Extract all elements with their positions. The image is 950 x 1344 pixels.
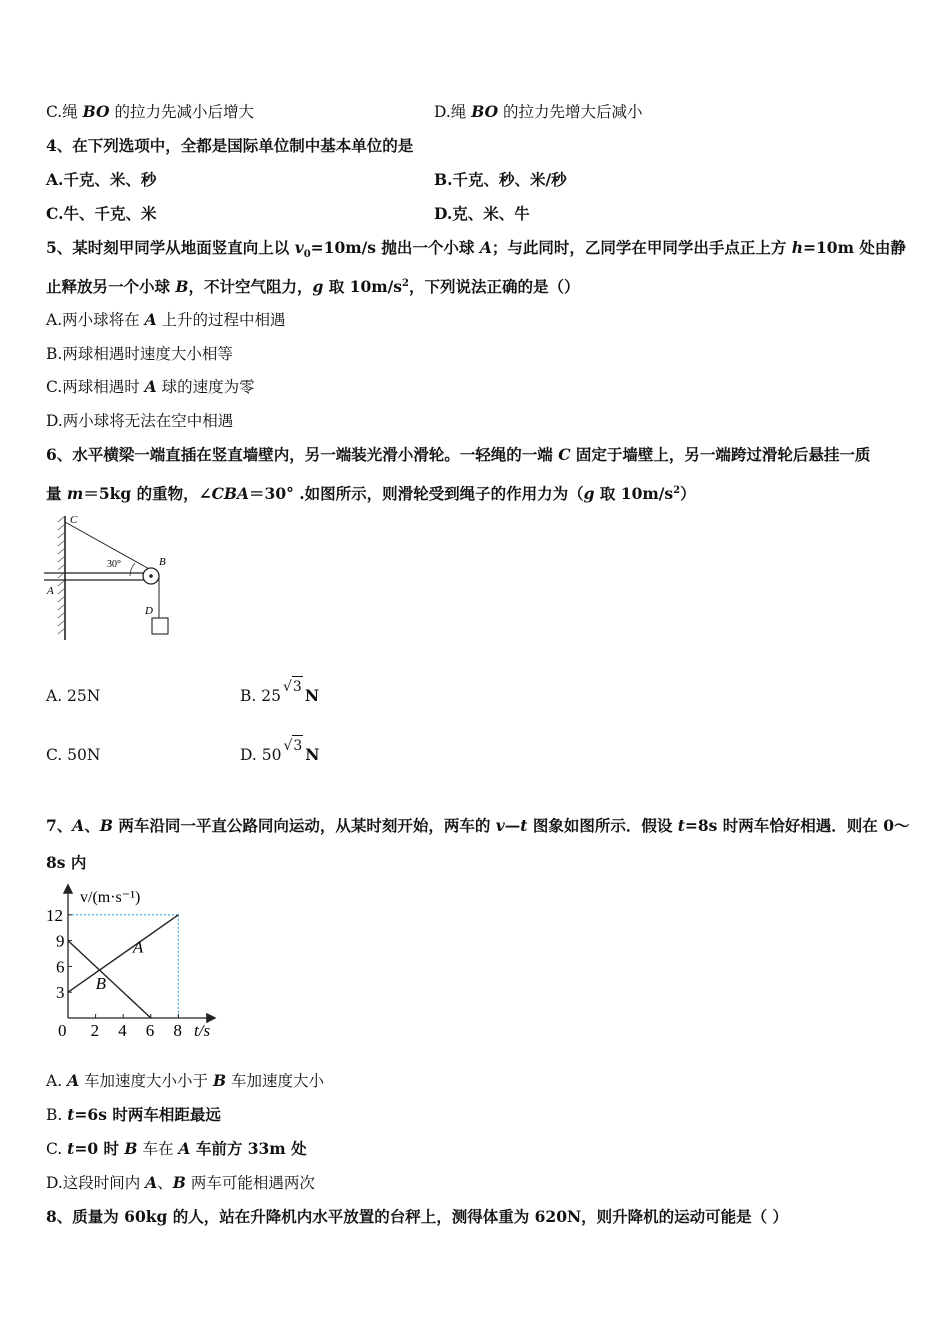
q6-option-a: A. 25N bbox=[46, 687, 101, 705]
pulley-figure bbox=[44, 512, 184, 642]
y-axis-label: v/(m·s⁻¹) bbox=[80, 889, 141, 906]
x-tick-label: 4 bbox=[118, 1021, 127, 1040]
q5-g: g bbox=[312, 277, 324, 297]
q7-option-c-post: 车前方 33m 处 bbox=[190, 1139, 307, 1158]
q7-option-d-var2: B bbox=[172, 1173, 186, 1192]
q5-sup: 2 bbox=[402, 278, 409, 289]
q5-option-a-pre: A.两小球将在 bbox=[46, 311, 145, 329]
q5-ball-b: B bbox=[175, 277, 189, 297]
q7-option-c-mid2: 车在 bbox=[137, 1140, 179, 1158]
q3-option-c-var: BO bbox=[82, 102, 110, 121]
q3-option-d bbox=[434, 102, 643, 122]
q6-option-d bbox=[240, 738, 320, 766]
q7-option-b-post: =6s 时两车相距最远 bbox=[74, 1105, 221, 1124]
q6-option-d-unit: N bbox=[305, 745, 320, 764]
q5-option-c-post: 球的速度为零 bbox=[156, 378, 255, 396]
q6-text-3: 量 bbox=[46, 484, 67, 504]
q6-option-b-unit: N bbox=[304, 686, 319, 705]
x-tick-label: 2 bbox=[90, 1021, 100, 1040]
label-c: C bbox=[70, 514, 78, 526]
q6-option-d-pre: D. 50 bbox=[240, 746, 282, 764]
q6-g: g bbox=[583, 484, 595, 504]
q6-option-b-pre: B. 25 bbox=[240, 687, 281, 705]
q6-text-2: 固定于墙壁上，另一端跨过滑轮后悬挂一质 bbox=[570, 445, 871, 464]
q7-option-a-mid: 车加速度大小小于 bbox=[79, 1072, 213, 1090]
q5-text-5: 止释放另一个小球 bbox=[46, 277, 176, 297]
q5-option-a-post: 上升的过程中相遇 bbox=[156, 311, 286, 329]
q5-text-8: ，下列说法正确的是（） bbox=[409, 277, 580, 297]
q7-sep: 、 bbox=[84, 816, 100, 835]
q7-text-1: 7、 bbox=[46, 816, 73, 835]
q5-option-c-var: A bbox=[144, 377, 157, 396]
series-label-b: B bbox=[95, 973, 106, 993]
q5-option-b: B.两球相遇时速度大小相等 bbox=[46, 345, 233, 363]
q5-text-6: ，不计空气阻力， bbox=[188, 277, 313, 297]
q7-b: B bbox=[99, 816, 113, 835]
q3-option-c-post: 的拉力先减小后增大 bbox=[109, 103, 254, 121]
q7-option-a-post: 车加速度大小 bbox=[226, 1072, 324, 1090]
q7-option-a bbox=[46, 1071, 324, 1091]
q6-option-d-root: 3 bbox=[292, 735, 303, 756]
q4-option-b: B.千克、秒、米/秒 bbox=[434, 170, 567, 189]
q6-stem-line1 bbox=[46, 445, 870, 465]
q5-option-a bbox=[46, 310, 286, 330]
q5-text-3: ；与此同时，乙同学在甲同学出手点正上方 bbox=[491, 238, 792, 257]
q6-cba: CBA bbox=[211, 484, 250, 504]
q6-text-5: ＝30° .如图所示，则滑轮受到绳子的作用力为（ bbox=[249, 484, 584, 504]
q7-stem-line2: 8s 内 bbox=[46, 853, 87, 872]
label-d: D bbox=[145, 605, 153, 617]
q7-option-a-var1: A bbox=[67, 1071, 80, 1090]
q3-option-d-var: BO bbox=[471, 102, 499, 121]
q7-option-c-var2: B bbox=[124, 1139, 138, 1158]
q7-option-d bbox=[46, 1173, 315, 1193]
q7-text-3: 图象如图所示．假设 bbox=[527, 816, 678, 835]
q4-option-d: D.克、米、牛 bbox=[434, 204, 530, 223]
q7-option-b-var: t bbox=[67, 1105, 75, 1124]
q7-t: t bbox=[677, 816, 685, 835]
pulley-axle bbox=[149, 574, 153, 578]
q3-option-c bbox=[46, 102, 254, 122]
y-tick-label: 9 bbox=[56, 931, 65, 951]
q7-option-d-post: 两车可能相遇两次 bbox=[185, 1174, 315, 1192]
q5-option-c-pre: C.两球相遇时 bbox=[46, 378, 145, 396]
q6-text-6: 取 10m/s bbox=[594, 484, 674, 504]
q7-a: A bbox=[72, 816, 85, 835]
y-tick-label: 3 bbox=[56, 983, 65, 1003]
q5-option-d: D.两小球将无法在空中相遇 bbox=[46, 412, 234, 430]
q7-option-b bbox=[46, 1105, 221, 1125]
wall bbox=[58, 516, 65, 640]
q6-sup: 2 bbox=[673, 485, 681, 496]
q4-option-c: C.牛、千克、米 bbox=[46, 204, 157, 223]
weight-box bbox=[152, 618, 168, 634]
y-tick-label: 6 bbox=[56, 957, 65, 977]
label-a: A bbox=[47, 585, 54, 597]
label-b: B bbox=[159, 556, 166, 568]
x-tick-label: 6 bbox=[145, 1021, 155, 1040]
q6-stem-line2 bbox=[46, 481, 696, 504]
q5-stem-line1 bbox=[46, 238, 906, 265]
q5-h: h bbox=[791, 238, 804, 257]
q7-vt-dash: — bbox=[504, 816, 521, 835]
q5-stem-line2 bbox=[46, 274, 580, 297]
q3-option-c-pre: C.绳 bbox=[46, 103, 83, 121]
q7-vt-v: v bbox=[495, 816, 505, 835]
q5-text-4: =10m 处由静 bbox=[803, 238, 906, 257]
q7-option-c bbox=[46, 1139, 307, 1159]
q3-option-d-pre: D.绳 bbox=[434, 103, 472, 121]
q5-v0-sub: 0 bbox=[303, 249, 311, 261]
q5-option-c bbox=[46, 377, 255, 397]
q5-ball-a: A bbox=[479, 238, 492, 257]
q8-stem: 8、质量为 60kg 的人，站在升降机内水平放置的台秤上，测得体重为 620N，则升降机的运动可能是（ ） bbox=[46, 1207, 789, 1226]
q6-c: C bbox=[558, 445, 571, 464]
q7-text-2: 两车沿同一平直公路同向运动，从某时刻开始，两车的 bbox=[112, 816, 496, 835]
x-tick-label: 8 bbox=[173, 1021, 182, 1040]
q6-option-b bbox=[240, 679, 319, 707]
q7-option-c-pre: C. bbox=[46, 1140, 68, 1158]
q7-vt-t: t bbox=[520, 816, 528, 835]
q3-option-d-post: 的拉力先增大后减小 bbox=[498, 103, 643, 121]
q6-option-c: C. 50N bbox=[46, 746, 101, 764]
q6-text-4: ＝5kg 的重物，∠ bbox=[83, 484, 212, 504]
series-line-a bbox=[68, 915, 178, 992]
vt-chart bbox=[44, 880, 234, 1040]
q5-v0: v bbox=[294, 238, 304, 257]
x-tick-label: 0 bbox=[58, 1021, 67, 1040]
q6-text-1: 6、水平横梁一端直插在竖直墙壁内，另一端装光滑小滑轮。一轻绳的一端 bbox=[46, 445, 559, 464]
sqrt-sign: √3 bbox=[283, 735, 303, 756]
q5-text-7: 取 10m/s bbox=[323, 277, 403, 297]
q7-option-c-var3: A bbox=[178, 1139, 191, 1158]
sqrt-sign: √3 bbox=[283, 676, 303, 697]
q7-option-c-var: t bbox=[67, 1139, 75, 1158]
q7-option-d-var1: A bbox=[145, 1173, 158, 1192]
q7-option-d-pre: D.这段时间内 bbox=[46, 1174, 146, 1192]
q7-text-4: =8s 时两车恰好相遇．则在 0～ bbox=[684, 816, 910, 835]
q7-option-b-pre: B. bbox=[46, 1106, 68, 1124]
q4-option-a: A.千克、米、秒 bbox=[46, 170, 157, 189]
label-angle: 30° bbox=[107, 559, 121, 570]
q6-option-b-root: 3 bbox=[292, 676, 303, 697]
q7-option-a-pre: A. bbox=[46, 1072, 68, 1090]
q6-text-7: ） bbox=[680, 484, 696, 504]
q4-stem: 4、在下列选项中，全都是国际单位制中基本单位的是 bbox=[46, 136, 414, 155]
series-label-a: A bbox=[132, 937, 144, 957]
y-tick-label: 12 bbox=[46, 905, 63, 925]
q7-option-c-mid: =0 时 bbox=[74, 1139, 125, 1158]
q7-option-d-sep: 、 bbox=[157, 1174, 173, 1192]
angle-arc bbox=[130, 563, 135, 576]
q5-text-2: =10m/s 抛出一个小球 bbox=[310, 238, 480, 257]
q5-option-a-var: A bbox=[144, 310, 157, 329]
q7-stem-line1 bbox=[46, 816, 909, 836]
q7-option-a-var2: B bbox=[212, 1071, 227, 1090]
q5-text-1: 5、某时刻甲同学从地面竖直向上以 bbox=[46, 238, 295, 257]
q6-m: m bbox=[66, 484, 84, 504]
x-axis-label: t/s bbox=[194, 1021, 211, 1040]
